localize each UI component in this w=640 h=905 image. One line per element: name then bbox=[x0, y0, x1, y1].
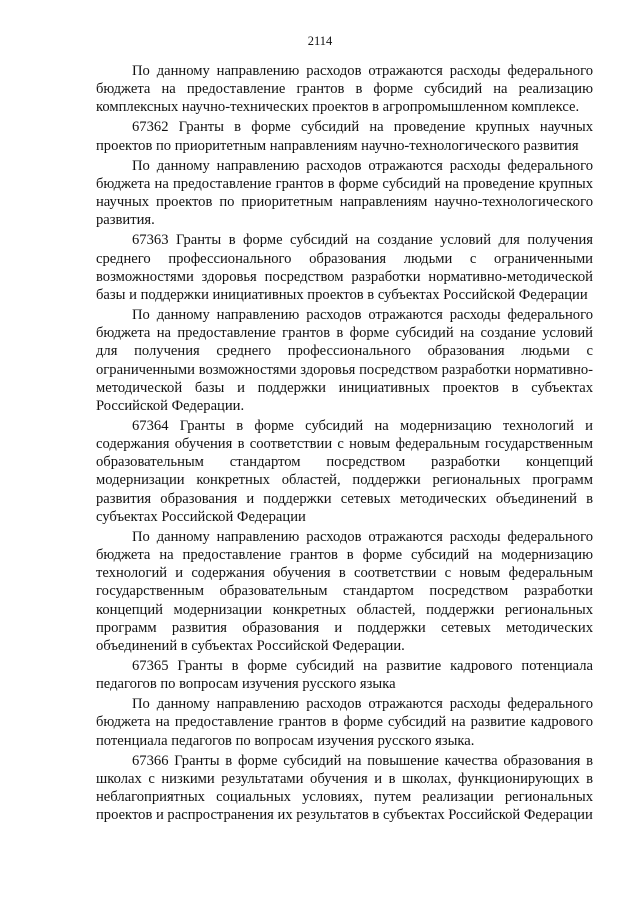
paragraph-code-67366: 67366 Гранты в форме субсидий на повышение качества образования в школах с низкими результатами обучения и в школах, функционирующих в неблагоприятных социальных условиях, путем реализации региональных проектов и распространения их результатов в субъектах Российской Федерации bbox=[96, 752, 593, 824]
paragraph-description: По данному направлению расходов отражаются расходы федерального бюджета на предоставление грантов в форме субсидий на модернизацию технологий и содержания обучения в соответствии с новым федеральным государственным образовательным стандартом посредством разработки концепций модернизации конкретных областей, поддержки региональных программ развития образования и поддержки сетевых методических объединений в субъектах Российской Федерации. bbox=[96, 528, 593, 654]
paragraph-code-67362: 67362 Гранты в форме субсидий на проведение крупных научных проектов по приоритетным направлениям научно-технологического развития bbox=[96, 119, 593, 154]
document-body bbox=[96, 62, 593, 824]
paragraph-code-67363: 67363 Гранты в форме субсидий на создание условий для получения среднего профессионального образования людьми с ограниченными возможностями здоровья посредством разработки нормативно-методической базы и поддержки инициативных проектов в субъектах Российской Федерации bbox=[96, 232, 593, 303]
paragraph-code-67365: 67365 Гранты в форме субсидий на развитие кадрового потенциала педагогов по вопросам изучения русского языка bbox=[96, 658, 593, 693]
paragraph-description: По данному направлению расходов отражаются расходы федерального бюджета на предоставление грантов в форме субсидий на развитие кадрового потенциала педагогов по вопросам изучения русского языка. bbox=[96, 696, 593, 749]
page-number: 2114 bbox=[307, 34, 333, 48]
paragraph-description: По данному направлению расходов отражаются расходы федерального бюджета на предоставление грантов в форме субсидий на реализацию комплексных научно-технических проектов в агропромышленном комплексе. bbox=[96, 63, 593, 116]
paragraph-description: По данному направлению расходов отражаются расходы федерального бюджета на предоставление грантов в форме субсидий на создание условий для получения среднего профессионального образования людьми с ограниченными возможностями здоровья посредством разработки нормативно-методической базы и поддержки инициативных проектов в субъектах Российской Федерации. bbox=[96, 307, 593, 414]
paragraph-description: По данному направлению расходов отражаются расходы федерального бюджета на предоставление грантов в форме субсидий на проведение крупных научных проектов по приоритетным направлениям научно-технологического развития. bbox=[96, 157, 593, 229]
paragraph-code-67364: 67364 Гранты в форме субсидий на модернизацию технологий и содержания обучения в соответствии с новым федеральным государственным образовательным стандартом посредством разработки концепций модернизации конкретных областей, поддержки региональных программ развития образования и поддержки сетевых методических объединений в субъектах Российской Федерации bbox=[96, 417, 593, 525]
